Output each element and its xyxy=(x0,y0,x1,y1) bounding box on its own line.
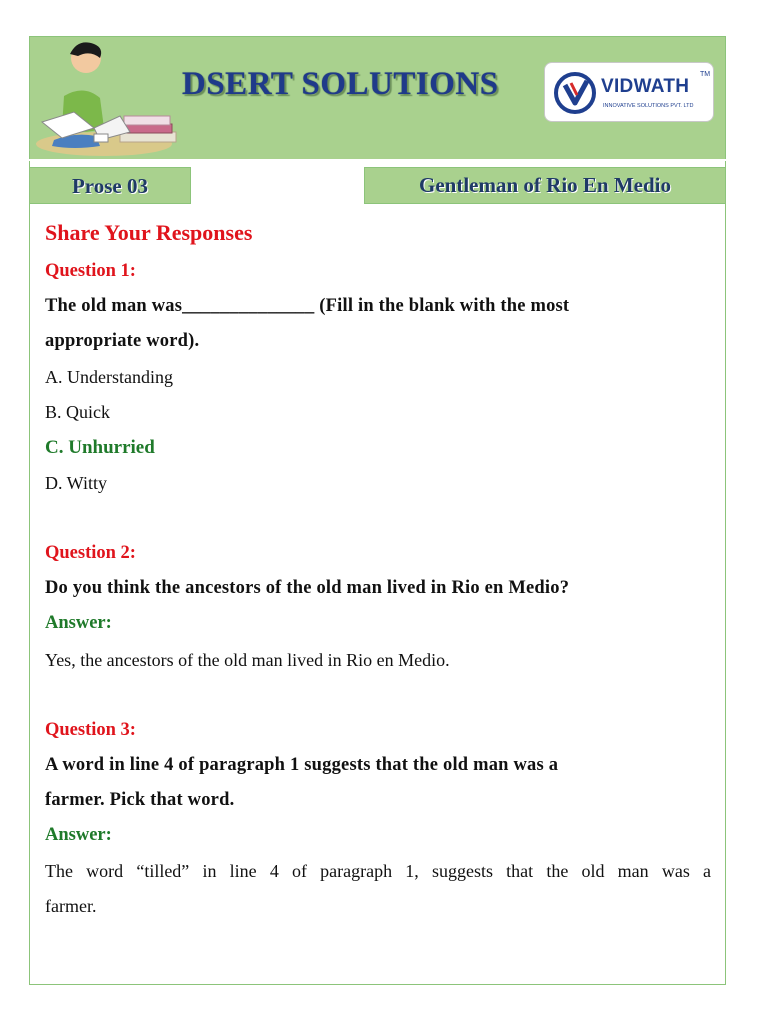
question-3-label: Question 3: xyxy=(45,720,136,740)
vidwath-logo xyxy=(544,62,714,122)
question-3-text-line-1: A word in line 4 of paragraph 1 suggests that the old man was a xyxy=(45,755,559,775)
question-2-label: Question 2: xyxy=(45,543,136,563)
question-1-text-line-1: The old man was______________ (Fill in the blank with the most xyxy=(45,296,570,316)
vidwath-logo-icon xyxy=(553,71,597,115)
section-title: Share Your Responses xyxy=(45,220,253,245)
option-b: B. Quick xyxy=(45,402,110,422)
chapter-tab: Gentleman of Rio En Medio xyxy=(364,167,726,204)
header-divider xyxy=(29,159,726,161)
question-2-answer-label: Answer: xyxy=(45,613,112,633)
question-3-text-line-2: farmer. Pick that word. xyxy=(45,790,235,810)
question-3-answer-line-2: farmer. xyxy=(45,896,97,916)
question-2-text: Do you think the ancestors of the old man lived in Rio en Medio? xyxy=(45,578,570,598)
logo-name: VIDWATH xyxy=(601,76,690,97)
question-1-label: Question 1: xyxy=(45,261,136,281)
logo-tagline: INNOVATIVE SOLUTIONS PVT. LTD xyxy=(603,103,694,109)
boy-reading-book-illustration xyxy=(34,36,184,158)
site-title: DSERT SOLUTIONS xyxy=(182,66,499,102)
question-3-answer-label: Answer: xyxy=(45,825,112,845)
option-c-correct: C. Unhurried xyxy=(45,437,155,458)
question-1-text-line-2: appropriate word). xyxy=(45,331,200,351)
question-2-answer: Yes, the ancestors of the old man lived in Rio en Medio. xyxy=(45,650,450,670)
option-a: A. Understanding xyxy=(45,367,173,387)
logo-tm: TM xyxy=(700,71,711,78)
lesson-tab: Prose 03 xyxy=(29,167,191,204)
option-d: D. Witty xyxy=(45,473,107,493)
question-3-answer-line-1: The word “tilled” in line 4 of paragraph 1, suggests that the old man was a xyxy=(45,861,711,881)
